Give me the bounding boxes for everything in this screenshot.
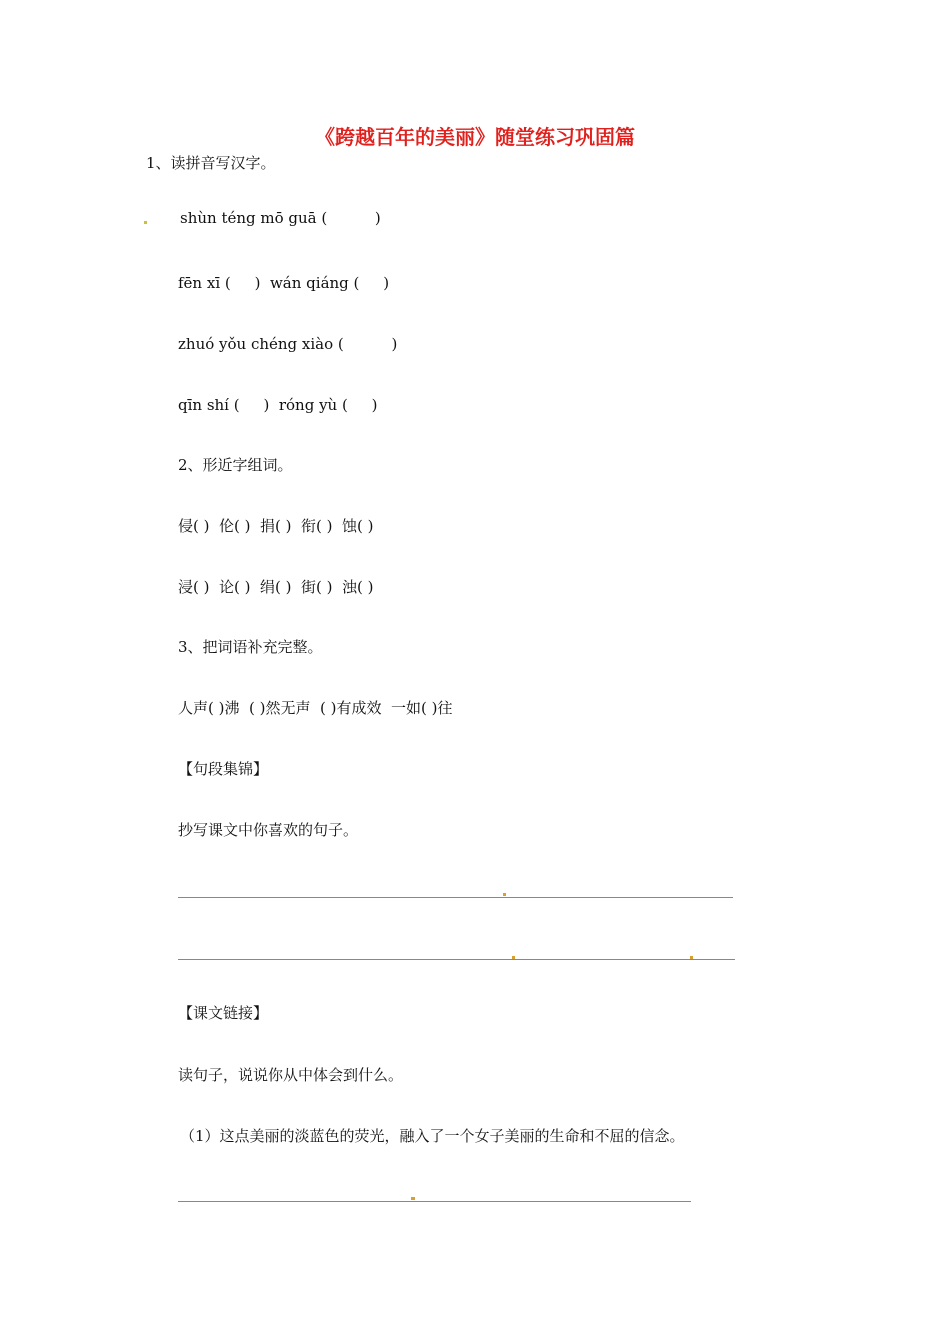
section-heading-text-link: 【课文链接】: [178, 1004, 269, 1022]
similar-chars-row-2: 浸( ) 论( ) 绢( ) 街( ) 浊( ): [178, 578, 374, 596]
copy-sentence-prompt: 抄写课文中你喜欢的句子。: [178, 821, 359, 839]
pinyin-line-3: zhuó yǒu chéng xiào ( ): [178, 335, 398, 353]
pinyin-line-1: shùn téng mō guā ( ): [180, 209, 381, 227]
pinyin-line-2: fēn xī ( ) wán qiáng ( ): [178, 274, 390, 292]
page-title: 《跨越百年的美丽》随堂练习巩固篇: [315, 125, 635, 149]
question-2-heading: 2、形近字组词。: [178, 456, 293, 474]
marker-dot: [503, 893, 506, 896]
answer-line[interactable]: [178, 897, 733, 898]
pinyin-line-4: qīn shí ( ) róng yù ( ): [178, 396, 378, 414]
answer-line[interactable]: [178, 1201, 691, 1202]
marker-dot: [144, 221, 147, 224]
marker-dot: [512, 956, 515, 959]
idiom-completion-line: 人声( )沸 ( )然无声 ( )有成效 一如( )往: [178, 699, 453, 717]
marker-dot: [690, 956, 693, 959]
section-heading-sentences: 【句段集锦】: [178, 760, 269, 778]
reading-prompt: 读句子，说说你从中体会到什么。: [178, 1066, 404, 1084]
marker-dot: [411, 1197, 415, 1200]
question-3-heading: 3、把词语补充完整。: [178, 638, 323, 656]
similar-chars-row-1: 侵( ) 伦( ) 捐( ) 衔( ) 蚀( ): [178, 517, 374, 535]
reading-sentence-1: （1）这点美丽的淡蓝色的荧光，融入了一个女子美丽的生命和不屈的信念。: [180, 1127, 685, 1145]
answer-line[interactable]: [178, 959, 735, 960]
question-1-heading: 1、读拼音写汉字。: [146, 154, 276, 172]
